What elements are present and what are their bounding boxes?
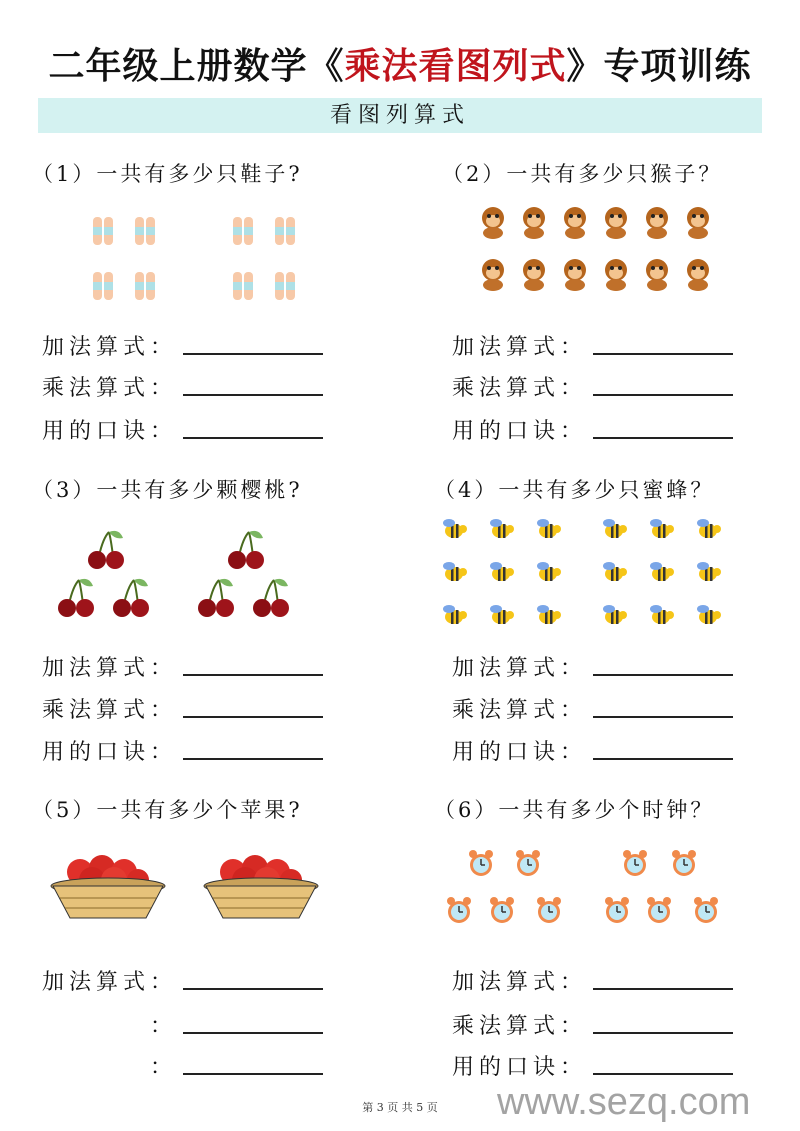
- question-1: （1）一共有多少只鞋子?: [32, 162, 303, 186]
- alarm-clock-icon: [514, 850, 542, 878]
- cherry-icon: [55, 578, 97, 620]
- monkey-icon: [519, 205, 551, 241]
- title-suffix: 》专项训练: [566, 45, 752, 87]
- cherry-icon: [110, 578, 152, 620]
- alarm-clock-icon: [645, 897, 673, 925]
- page-title: [0, 38, 800, 89]
- monkey-icon: [478, 257, 510, 293]
- cherry-icon: [225, 530, 267, 572]
- answer-blank[interactable]: [183, 1032, 323, 1034]
- answer-label: 乘法算式：: [41, 698, 177, 723]
- watermark: www.sezq.com: [497, 1081, 751, 1123]
- answer-label: 乘法算式：: [451, 698, 587, 723]
- answer-label: 用的口诀：: [451, 1055, 587, 1080]
- answer-label: ：: [149, 1055, 177, 1080]
- alarm-clock-icon: [467, 850, 495, 878]
- answer-blank[interactable]: [183, 674, 323, 676]
- monkey-icon: [683, 205, 715, 241]
- shoe-icon: [233, 272, 255, 302]
- question-6: （6）一共有多少个时钟？: [434, 798, 715, 822]
- answer-blank[interactable]: [183, 988, 323, 990]
- section-band: 看图列算式: [38, 98, 762, 133]
- bee-icon: [694, 603, 722, 629]
- bee-icon: [647, 560, 675, 586]
- bee-icon: [534, 560, 562, 586]
- answer-label: 加法算式：: [451, 970, 587, 995]
- bee-icon: [600, 517, 628, 543]
- cherry-icon: [250, 578, 292, 620]
- bee-icon: [600, 560, 628, 586]
- answer-label: 加法算式：: [451, 335, 587, 360]
- answer-blank[interactable]: [593, 437, 733, 439]
- answer-blank[interactable]: [183, 758, 323, 760]
- bee-icon: [440, 560, 468, 586]
- answer-label: 乘法算式：: [41, 376, 177, 401]
- bee-icon: [694, 560, 722, 586]
- monkey-icon: [560, 257, 592, 293]
- alarm-clock-icon: [603, 897, 631, 925]
- title-prefix: 二年级上册数学《: [48, 45, 345, 87]
- answer-blank[interactable]: [593, 1032, 733, 1034]
- title-highlight: 乘法看图列式: [344, 45, 567, 87]
- bee-icon: [440, 603, 468, 629]
- bee-icon: [534, 603, 562, 629]
- bee-icon: [647, 603, 675, 629]
- apple-basket-icon: [203, 850, 319, 922]
- monkey-icon: [642, 205, 674, 241]
- answer-blank[interactable]: [593, 674, 733, 676]
- alarm-clock-icon: [445, 897, 473, 925]
- shoe-icon: [233, 217, 255, 247]
- answer-blank[interactable]: [593, 394, 733, 396]
- question-4: （4）一共有多少只蜜蜂？: [434, 478, 715, 502]
- answer-label: 用的口诀：: [41, 419, 177, 444]
- answer-blank[interactable]: [183, 437, 323, 439]
- bee-icon: [534, 517, 562, 543]
- answer-blank[interactable]: [593, 716, 733, 718]
- bee-icon: [440, 517, 468, 543]
- alarm-clock-icon: [535, 897, 563, 925]
- monkey-icon: [478, 205, 510, 241]
- answer-label: ：: [149, 1014, 177, 1039]
- page-footer: 第 3 页 共 5 页: [362, 1101, 438, 1114]
- bee-icon: [600, 603, 628, 629]
- shoe-icon: [275, 217, 297, 247]
- answer-blank[interactable]: [593, 758, 733, 760]
- answer-blank[interactable]: [183, 394, 323, 396]
- monkey-icon: [642, 257, 674, 293]
- answer-label: 加法算式：: [451, 656, 587, 681]
- monkey-icon: [601, 257, 633, 293]
- alarm-clock-icon: [692, 897, 720, 925]
- bee-icon: [647, 517, 675, 543]
- answer-label: 加法算式：: [41, 656, 177, 681]
- question-5: （5）一共有多少个苹果?: [32, 798, 303, 822]
- answer-blank[interactable]: [593, 988, 733, 990]
- cherry-icon: [85, 530, 127, 572]
- answer-blank[interactable]: [183, 716, 323, 718]
- alarm-clock-icon: [488, 897, 516, 925]
- answer-label: 用的口诀：: [41, 740, 177, 765]
- monkey-icon: [560, 205, 592, 241]
- bee-icon: [487, 603, 515, 629]
- answer-blank[interactable]: [593, 353, 733, 355]
- answer-label: 用的口诀：: [451, 419, 587, 444]
- apple-basket-icon: [50, 850, 166, 922]
- shoe-icon: [93, 272, 115, 302]
- monkey-icon: [601, 205, 633, 241]
- shoe-icon: [135, 217, 157, 247]
- question-2: （2）一共有多少只猴子？: [442, 162, 723, 186]
- question-3: （3）一共有多少颗樱桃?: [32, 478, 303, 502]
- bee-icon: [487, 517, 515, 543]
- answer-label: 乘法算式：: [451, 1014, 587, 1039]
- shoe-icon: [275, 272, 297, 302]
- answer-blank[interactable]: [183, 1073, 323, 1075]
- answer-label: 乘法算式：: [451, 376, 587, 401]
- answer-blank[interactable]: [593, 1073, 733, 1075]
- answer-label: 加法算式：: [41, 335, 177, 360]
- answer-label: 用的口诀：: [451, 740, 587, 765]
- shoe-icon: [135, 272, 157, 302]
- cherry-icon: [195, 578, 237, 620]
- answer-label: 加法算式：: [41, 970, 177, 995]
- answer-blank[interactable]: [183, 353, 323, 355]
- monkey-icon: [683, 257, 715, 293]
- bee-icon: [487, 560, 515, 586]
- monkey-icon: [519, 257, 551, 293]
- alarm-clock-icon: [621, 850, 649, 878]
- shoe-icon: [93, 217, 115, 247]
- bee-icon: [694, 517, 722, 543]
- alarm-clock-icon: [670, 850, 698, 878]
